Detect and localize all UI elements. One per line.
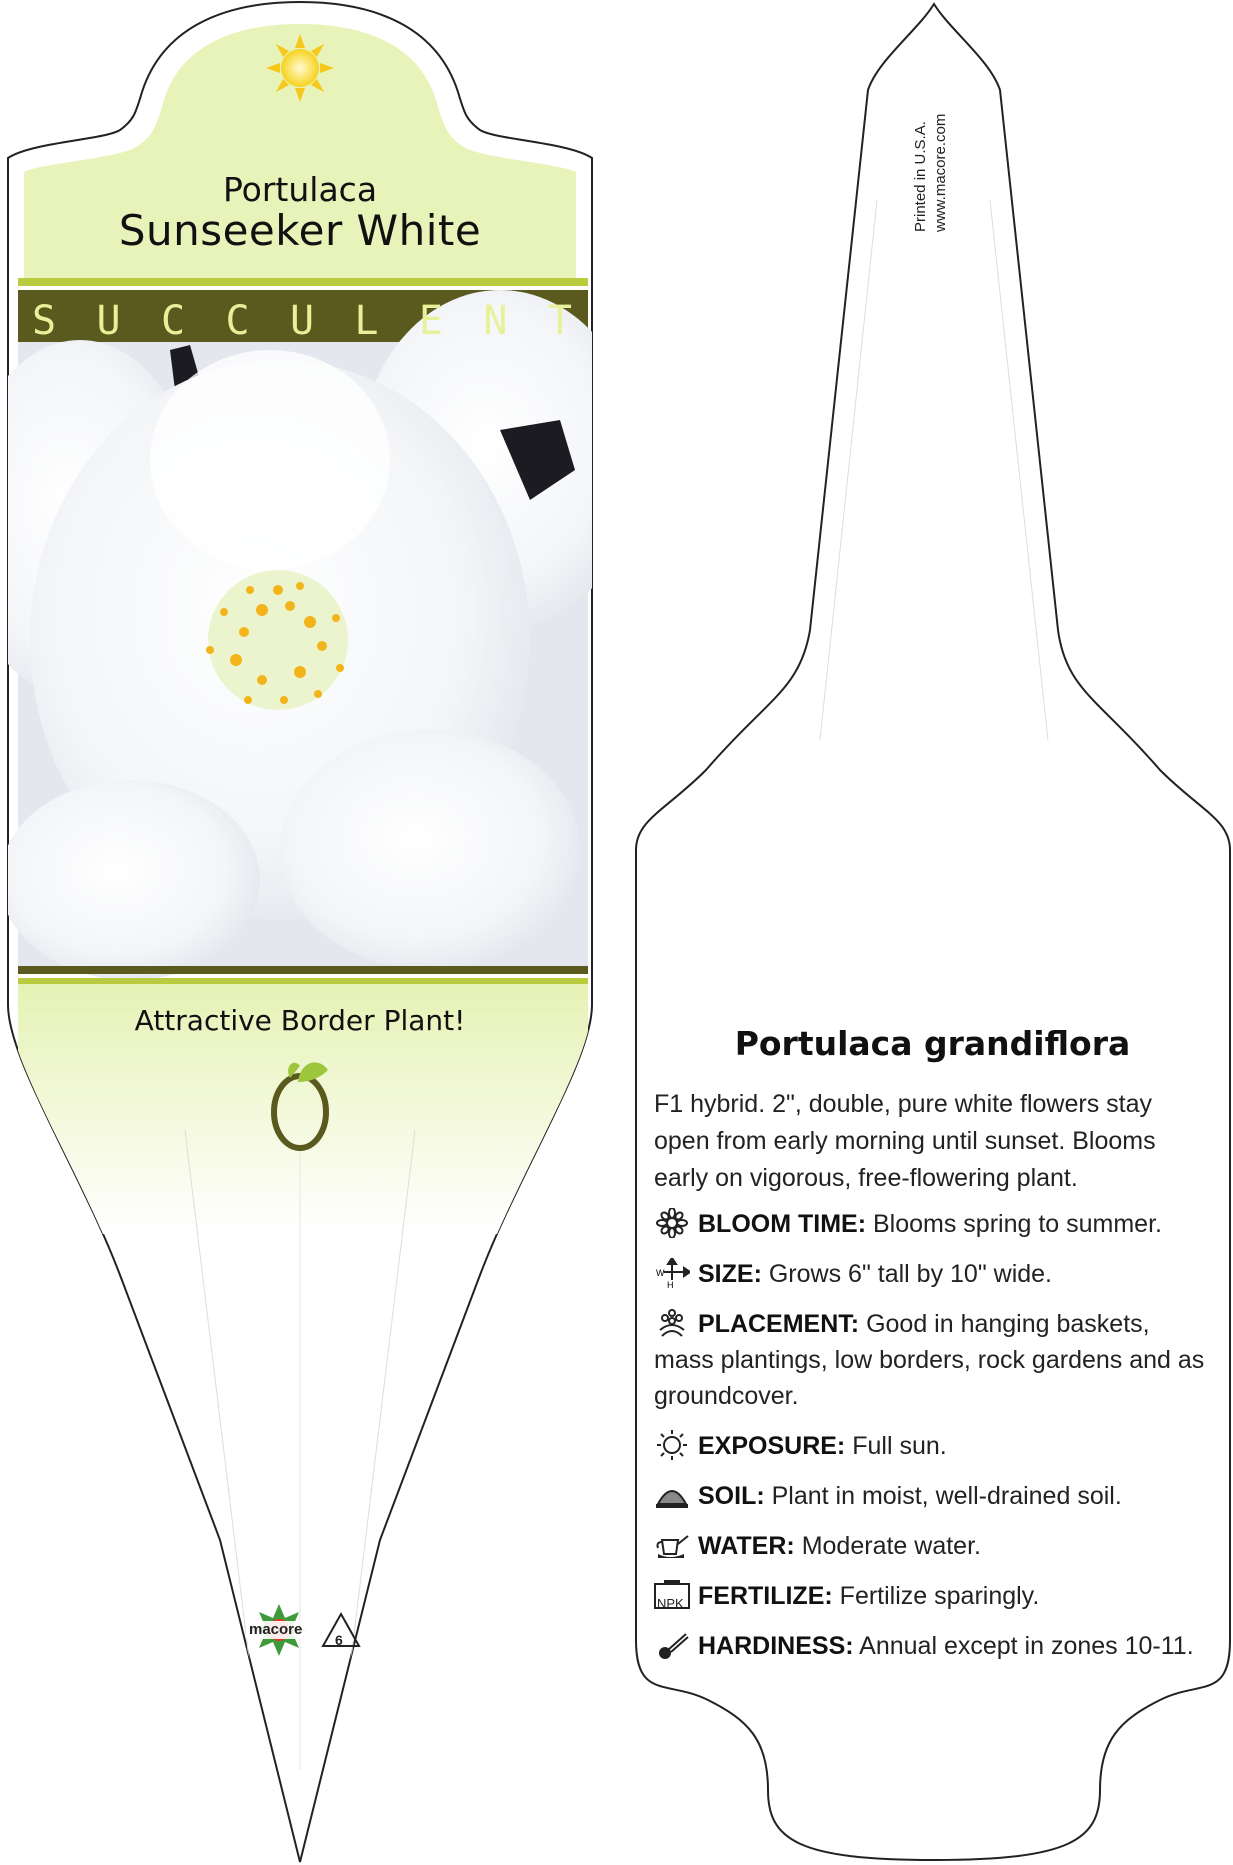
fertilize-value: Fertilize sparingly. (839, 1582, 1040, 1610)
soil-mound-icon (654, 1480, 694, 1510)
placement-label: PLACEMENT: (698, 1310, 860, 1338)
hardiness-value: Annual except in zones 10-11. (859, 1632, 1194, 1660)
water-value: Moderate water. (801, 1532, 981, 1560)
category-letter: E (418, 298, 443, 344)
size-arrows-icon (654, 1258, 694, 1288)
bloom-time-value: Blooms spring to summer. (872, 1210, 1162, 1238)
species-name: Portulaca grandiflora (734, 1024, 1131, 1063)
variety-name: Sunseeker White (118, 206, 482, 255)
attribute-fertilize (654, 1578, 1214, 1614)
printer-info (912, 92, 962, 242)
category-letter: U (96, 298, 121, 344)
category-letter: L (354, 298, 379, 344)
tagline: Attractive Border Plant! (134, 1004, 466, 1037)
npk-text: NPK (657, 1596, 684, 1611)
soil-label: SOIL: (698, 1482, 765, 1510)
sun-outline-icon (654, 1430, 694, 1460)
category-letter: C (225, 298, 250, 344)
genus-name: Portulaca (222, 170, 378, 209)
exposure-label: EXPOSURE: (698, 1432, 846, 1460)
placement-plant-icon (654, 1308, 694, 1338)
category-letter: N (483, 298, 508, 344)
attribute-water (654, 1528, 1214, 1564)
attribute-hardiness (654, 1628, 1214, 1664)
attribute-placement (654, 1306, 1214, 1414)
exposure-value: Full sun. (852, 1432, 947, 1460)
attribute-size (654, 1256, 1214, 1292)
size-value: Grows 6" tall by 10" wide. (768, 1260, 1053, 1288)
hardiness-label: HARDINESS: (698, 1632, 854, 1660)
npk-fertilizer-icon (654, 1580, 694, 1610)
category-letter: S (32, 298, 57, 344)
fertilize-label: FERTILIZE: (698, 1582, 833, 1610)
size-label: SIZE: (698, 1260, 762, 1288)
bloom-time-label: BLOOM TIME: (698, 1210, 867, 1238)
attribute-exposure (654, 1428, 1214, 1464)
description: F1 hybrid. 2", double, pure white flowers stay open from early morning until sunset. Blooms early on vigorous, free-flowering plant. (654, 1090, 1156, 1192)
thermometer-icon (654, 1630, 694, 1660)
category-letter: T (547, 298, 572, 344)
svg-text:H: H (667, 1280, 674, 1288)
brand-logo-text: macore (249, 1621, 303, 1638)
category-band (18, 298, 586, 344)
soil-value: Plant in moist, well-drained soil. (771, 1482, 1122, 1510)
watering-can-icon (654, 1530, 694, 1560)
category-letter: U (289, 298, 315, 344)
recycle-number: 6 (335, 1632, 343, 1648)
svg-text:W: W (656, 1268, 665, 1278)
category-letter: C (160, 298, 186, 344)
water-label: WATER: (698, 1532, 795, 1560)
attribute-soil (654, 1478, 1214, 1514)
attribute-bloom-time (654, 1206, 1214, 1242)
printed-in: Printed in U.S.A. (912, 121, 929, 232)
placement-value: Good in hanging baskets, mass plantings, low borders, rock gardens and as groundcover. (654, 1310, 1205, 1410)
website: www.macore.com (932, 113, 949, 232)
flower-icon (654, 1208, 694, 1238)
